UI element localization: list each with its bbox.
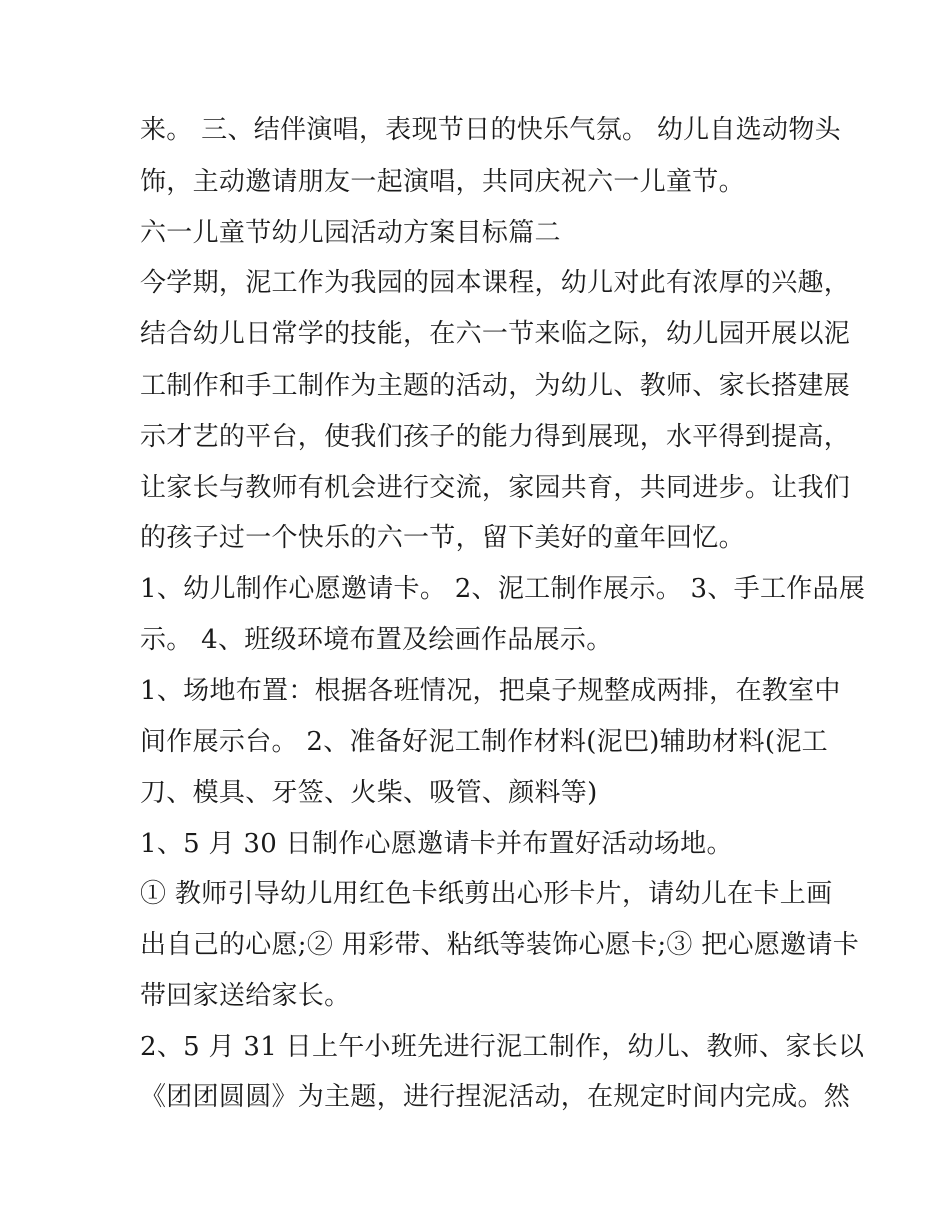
text-line: 示才艺的平台，使我们孩子的能力得到展现，水平得到提高， [140,422,851,452]
text-line: 1、幼儿制作心愿邀请卡。 2、泥工制作展示。 3、手工作品展 [140,574,866,604]
text-line: 《团团圆圆》为主题，进行捏泥活动，在规定时间内完成。然 [140,1082,851,1112]
text-line: 带回家送给家长。 [140,981,351,1011]
text-line: 2、5 月 31 日上午小班先进行泥工制作，幼儿、教师、家长以 [140,1032,865,1062]
text-line: 来。 三、结伴演唱，表现节日的快乐气氛。 幼儿自选动物头 [140,115,841,145]
text-line: 饰，主动邀请朋友一起演唱，共同庆祝六一儿童节。 [140,167,745,197]
text-line: 1、5 月 30 日制作心愿邀请卡并布置好活动场地。 [140,829,733,859]
section-heading: 六一儿童节幼儿园活动方案目标篇二 [140,218,561,248]
text-line: 1、场地布置：根据各班情况，把桌子规整成两排，在教室中 [140,676,841,706]
text-line: 今学期，泥工作为我园的园本课程，幼儿对此有浓厚的兴趣， [140,268,851,298]
text-line: ① 教师引导幼儿用红色卡纸剪出心形卡片，请幼儿在卡上画 [140,879,833,909]
text-line: 的孩子过一个快乐的六一节，留下美好的童年回忆。 [140,523,745,553]
text-line: 间作展示台。 2、准备好泥工制作材料(泥巴)辅助材料(泥工 [140,727,828,757]
text-line: 刀、模具、牙签、火柴、吸管、颜料等) [140,778,598,808]
text-line: 让家长与教师有机会进行交流，家园共育，共同进步。让我们 [140,473,851,503]
text-line: 出自己的心愿;② 用彩带、粘纸等装饰心愿卡;③ 把心愿邀请卡 [140,930,860,960]
text-line: 结合幼儿日常学的技能，在六一节来临之际，幼儿园开展以泥 [140,319,851,349]
text-line: 示。 4、班级环境布置及绘画作品展示。 [140,625,613,655]
text-line: 工制作和手工制作为主题的活动，为幼儿、教师、家长搭建展 [140,371,851,401]
